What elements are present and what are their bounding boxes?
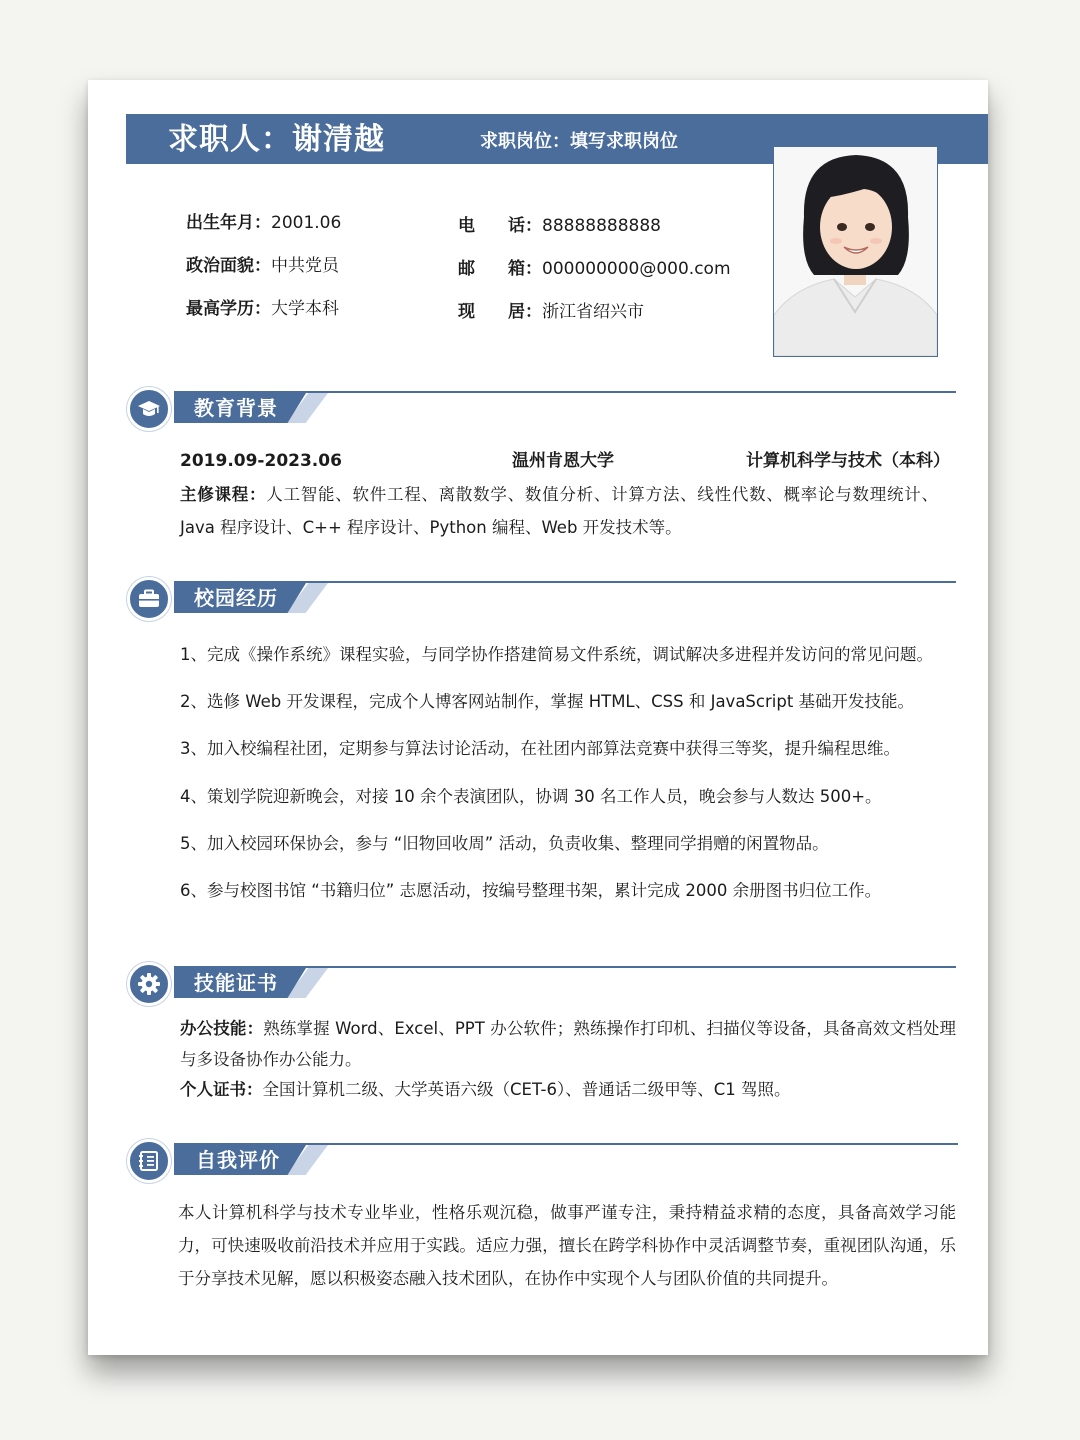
edu-major: 计算机科学与技术（本科） [746, 451, 950, 471]
section-title-education: 教育背景 [194, 396, 278, 420]
section-title-campus: 校园经历 [194, 586, 278, 610]
edu-period: 2019.09-2023.06 [180, 451, 342, 471]
info-phone-label-a: 电 [458, 216, 475, 236]
notebook-icon [127, 1139, 171, 1183]
info-degree: 最高学历：大学本科 [186, 299, 339, 319]
info-email: 箱：000000000@000.com [508, 259, 731, 279]
graduation-cap-icon [127, 387, 171, 431]
campus-item-4: 4、策划学院迎新晚会，对接 10 余个表演团队，协调 30 名工作人员，晚会参与人数达 500+。 [180, 787, 882, 806]
section-rule-campus [174, 581, 956, 583]
campus-item-2: 2、选修 Web 开发课程，完成个人博客网站制作，掌握 HTML、CSS 和 JavaScript 基础开发技能。 [180, 692, 915, 711]
section-rule-self [174, 1143, 958, 1145]
edu-school: 温州肯恩大学 [512, 451, 614, 471]
campus-item-5: 5、加入校园环保协会，参与 “旧物回收周” 活动，负责收集、整理同学捐赠的闲置物品。 [180, 834, 829, 853]
info-email-label-a: 邮 [458, 259, 475, 279]
gear-icon [127, 962, 171, 1006]
skills-cert: 个人证书：全国计算机二级、大学英语六级（CET-6）、普通话二级甲等、C1 驾照。 [180, 1080, 791, 1099]
self-evaluation: 本人计算机科学与技术专业毕业，性格乐观沉稳，做事严谨专注，秉持精益求精的态度，具备高效学习能力，可快速吸收前沿技术并应用于实践。适应力强，擅长在跨学科协作中灵活调整节奏，重视团队沟通，乐于分享技术见解，愿以积极姿态融入技术团队，在协作中实现个人与团队价值的共同提升。 [178, 1203, 956, 1288]
skills-office: 办公技能：熟练掌握 Word、Excel、PPT 办公软件；熟练操作打印机、扫描仪等设备，具备高效文档处理与多设备协作办公能力。 [180, 1019, 956, 1069]
applicant-name: 求职人：谢清越 [168, 122, 385, 157]
edu-courses: 主修课程：人工智能、软件工程、离散数学、数值分析、计算方法、线性代数、概率论与数理统计、Java 程序设计、C++ 程序设计、Python 编程、Web 开发技术等。 [180, 485, 939, 537]
section-title-self: 自我评价 [196, 1148, 280, 1172]
campus-item-6: 6、参与校图书馆 “书籍归位” 志愿活动，按编号整理书架，累计完成 2000 余册图书归位工作。 [180, 881, 882, 900]
campus-item-3: 3、加入校编程社团，定期参与算法讨论活动，在社团内部算法竞赛中获得三等奖，提升编程思维。 [180, 739, 900, 758]
info-residence-label-a: 现 [458, 302, 475, 322]
info-birth: 出生年月：2001.06 [186, 213, 342, 233]
info-residence: 居：浙江省绍兴市 [508, 302, 644, 322]
section-rule-skills [174, 966, 956, 968]
briefcase-icon [127, 577, 171, 621]
campus-item-1: 1、完成《操作系统》课程实验，与同学协作搭建简易文件系统，调试解决多进程并发访问的常见问题。 [180, 645, 933, 664]
section-rule-education [174, 391, 956, 393]
profile-photo [773, 146, 938, 357]
info-phone: 话：88888888888 [508, 216, 661, 236]
info-politics: 政治面貌：中共党员 [186, 256, 339, 276]
job-position: 求职岗位：填写求职岗位 [480, 131, 678, 152]
section-title-skills: 技能证书 [194, 971, 278, 995]
